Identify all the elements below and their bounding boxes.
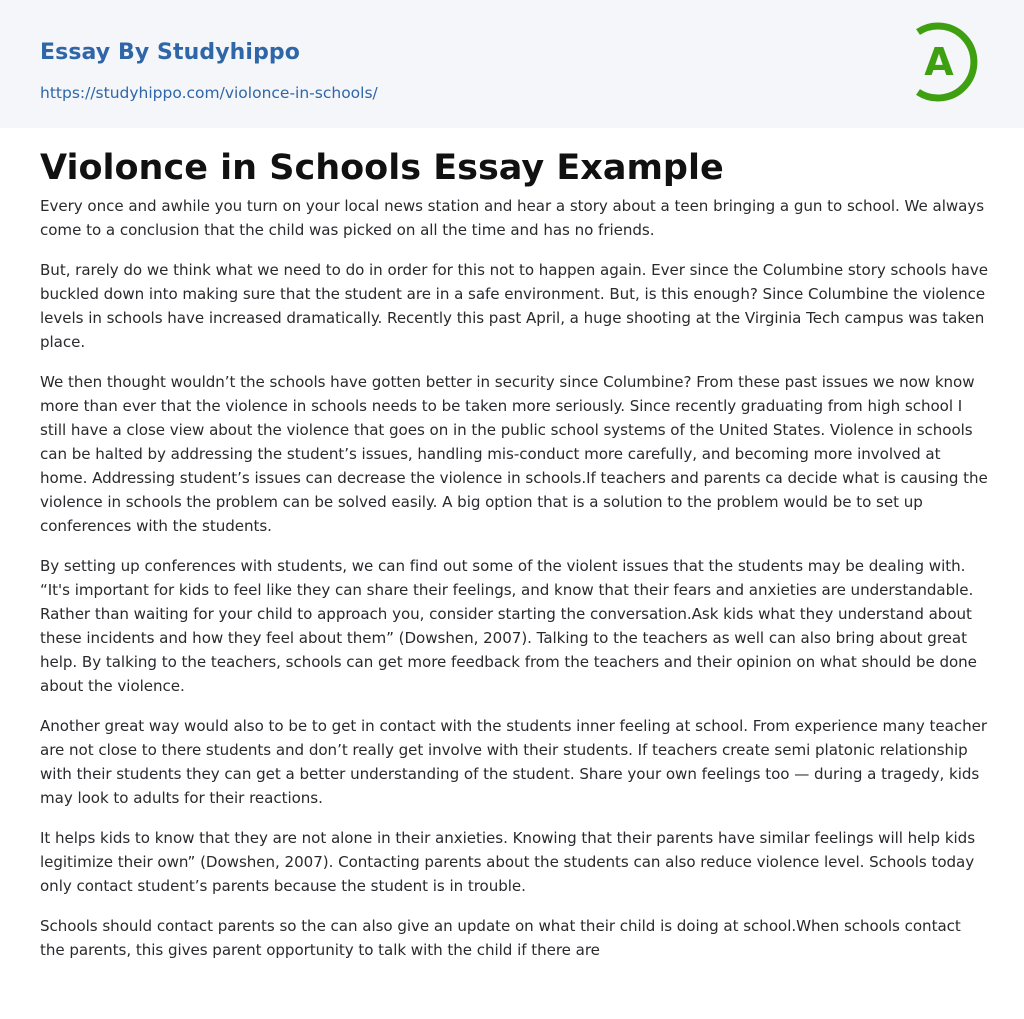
logo-letter: A: [924, 40, 954, 84]
essay-paragraph: Schools should contact parents so the can also give an update on what their child is doing at school.When schools contact the parents, this gives parent opportunity to talk with the child if there are: [40, 917, 961, 959]
essay-paragraph: By setting up conferences with students, we can find out some of the violent issues that the students may be dealing with. “It's important for kids to feel like they can share their feelings, and know that their fears and anxieties are understandable. Rather than waiting for your child to approach you, consider starting the conversation.Ask kids what they understand about these incidents and how they feel about them” (Dowshen, 2007). Talking to the teachers as well can also bring about great help. By talking to the teachers, schools can get more feedback from the teachers and their opinion on what should be done about the violence.: [40, 557, 977, 695]
essay-paragraph: It helps kids to know that they are not alone in their anxieties. Knowing that their parents have similar feelings will help kids legitimize their own” (Dowshen, 2007). Contacting parents about the students can also reduce violence level. Schools today only contact student’s parents because the student is in trouble.: [40, 829, 976, 895]
essay-paragraph: Every once and awhile you turn on your local news station and hear a story about a teen bringing a gun to school. We always come to a conclusion that the child was picked on all the time and has no friends.: [40, 197, 985, 239]
essay-body: [40, 194, 988, 978]
studyhippo-logo-icon[interactable]: [912, 20, 986, 104]
essay-paragraph: Another great way would also to be to get in contact with the students inner feeling at school. From experience many teacher are not close to there students and don’t really get involve with their students. If teachers create semi platonic relationship with their students they can get a better understanding of the student. Share your own feelings too — during a tragedy, kids may look to adults for their reactions.: [40, 717, 988, 807]
logo-graphic: [912, 20, 986, 104]
brand-title: Essay By Studyhippo: [40, 40, 300, 65]
essay-url-link[interactable]: https://studyhippo.com/violonce-in-schools/: [40, 84, 378, 102]
page-title: Violonce in Schools Essay Example: [40, 148, 724, 188]
essay-paragraph: We then thought wouldn’t the schools have gotten better in security since Columbine? From these past issues we now know more than ever that the violence in schools needs to be taken more seriously. Since recently graduating from high school I still have a close view about the violence that goes on in the public school systems of the United States. Violence in schools can be halted by addressing the student’s issues, handling mis-conduct more carefully, and becoming more involved at home. Addressing student’s issues can decrease the violence in schools.If teachers and parents ca decide what is causing the violence in schools the problem can be solved easily. A big option that is a solution to the problem would be to set up conferences with the students.: [40, 373, 988, 535]
essay-paragraph: But, rarely do we think what we need to do in order for this not to happen again. Ever since the Columbine story schools have buckled down into making sure that the student are in a safe environment. But, is this enough? Since Columbine the violence levels in schools have increased dramatically. Recently this past April, a huge shooting at the Virginia Tech campus was taken place.: [40, 261, 988, 351]
